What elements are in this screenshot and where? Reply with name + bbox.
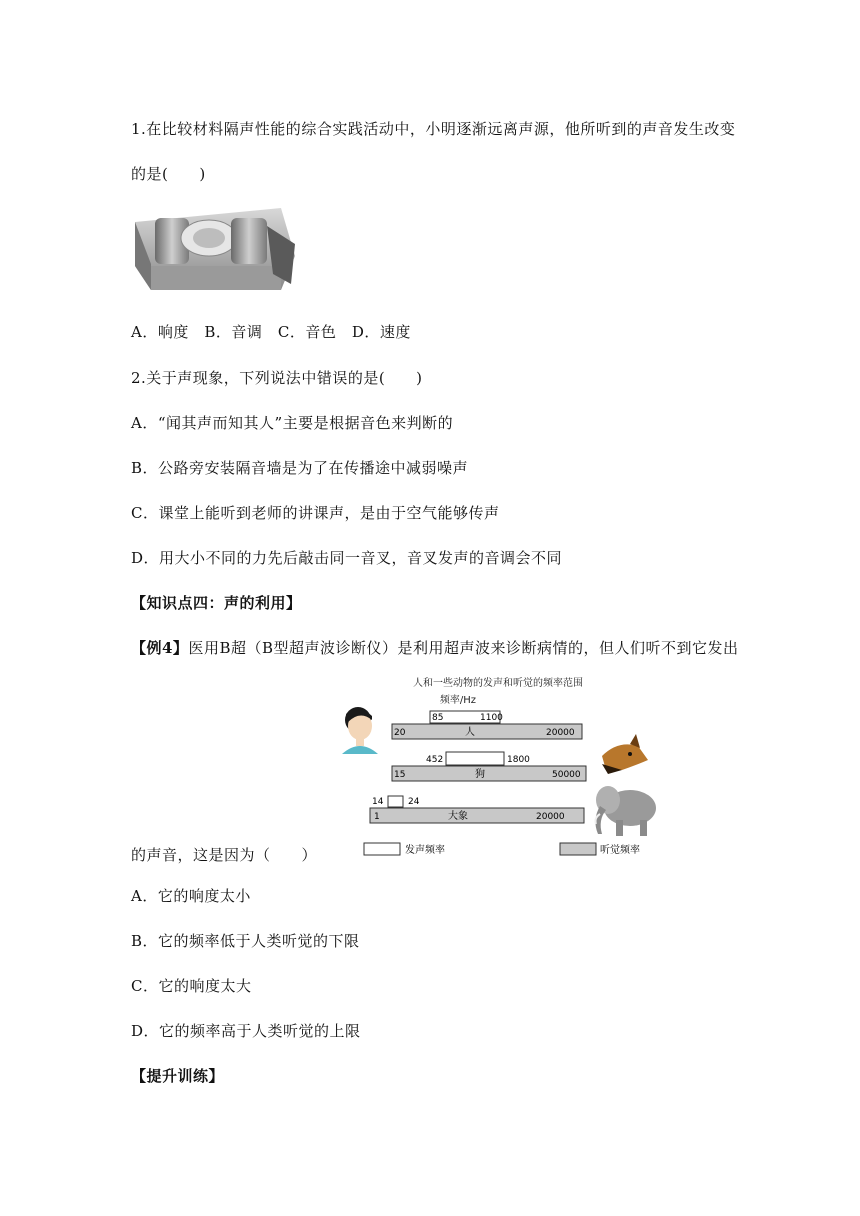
example4-option-b: B．它的频率低于人类听觉的下限 (131, 932, 360, 950)
q1-options: A．响度 B．音调 C．音色 D．速度 (131, 323, 411, 341)
chart-axis-label: 频率/Hz (439, 695, 477, 706)
dog-voice-low: 452 (426, 755, 444, 765)
human-label: 人 (465, 727, 475, 738)
dog-label: 狗 (475, 769, 485, 780)
example4-option-c: C．它的响度太大 (131, 977, 252, 995)
section-title: 【知识点四：声的利用】 (131, 594, 302, 612)
dog-hearing-high: 50000 (552, 770, 581, 780)
human-hearing-high: 20000 (546, 728, 575, 738)
legend-voice-swatch (364, 843, 400, 855)
example4-option-d: D．它的频率高于人类听觉的上限 (131, 1022, 361, 1040)
example4-option-a: A．它的响度太小 (131, 887, 251, 905)
footer-title: 【提升训练】 (131, 1067, 225, 1085)
soundproof-box-photo (131, 204, 299, 292)
human-hearing-low: 20 (394, 728, 406, 738)
dog-voice-bar (446, 752, 504, 765)
q1-stem-line1: 1.在比较材料隔声性能的综合实践活动中，小明逐渐远离声源，他所听到的声音发生改变 (131, 120, 736, 138)
elephant-voice-low: 14 (372, 797, 384, 807)
q2-option-c: C．课堂上能听到老师的讲课声，是由于空气能够传声 (131, 504, 500, 522)
q2-stem: 2.关于声现象，下列说法中错误的是( ) (131, 369, 423, 387)
legend-voice-label: 发声频率 (405, 845, 445, 856)
human-voice-high: 1100 (480, 713, 503, 723)
example4-text: 医用B超（B型超声波诊断仪）是利用超声波来诊断病情的，但人们听不到它发出 (188, 639, 739, 657)
q2-option-d: D．用大小不同的力先后敲击同一音叉，音叉发声的音调会不同 (131, 549, 563, 567)
elephant-voice-high: 24 (408, 797, 420, 807)
chart-title: 人和一些动物的发声和听觉的频率范围 (413, 678, 583, 689)
elephant-icon (595, 786, 656, 836)
q2-option-a: A．“闻其声而知其人”主要是根据音色来判断的 (131, 414, 454, 432)
legend-hearing-swatch (560, 843, 596, 855)
legend-hearing-label: 听觉频率 (600, 845, 640, 856)
elephant-hearing-high: 20000 (536, 812, 565, 822)
human-voice-low: 85 (432, 713, 444, 723)
person-icon (342, 707, 378, 754)
elephant-label: 大象 (448, 811, 468, 822)
example4-line1 (131, 637, 739, 658)
dog-hearing-low: 15 (394, 770, 406, 780)
elephant-hearing-low: 1 (374, 812, 380, 822)
dog-icon (602, 734, 648, 774)
frequency-range-chart (330, 674, 660, 864)
q2-option-b: B．公路旁安装隔音墙是为了在传播途中减弱噪声 (131, 459, 469, 477)
example4-label: 【例4】 (131, 639, 189, 657)
q1-stem-line2: 的是( ) (131, 165, 206, 183)
elephant-voice-bar (388, 796, 403, 807)
dog-voice-high: 1800 (507, 755, 530, 765)
example4-line2: 的声音，这是因为（ ） (131, 846, 318, 864)
